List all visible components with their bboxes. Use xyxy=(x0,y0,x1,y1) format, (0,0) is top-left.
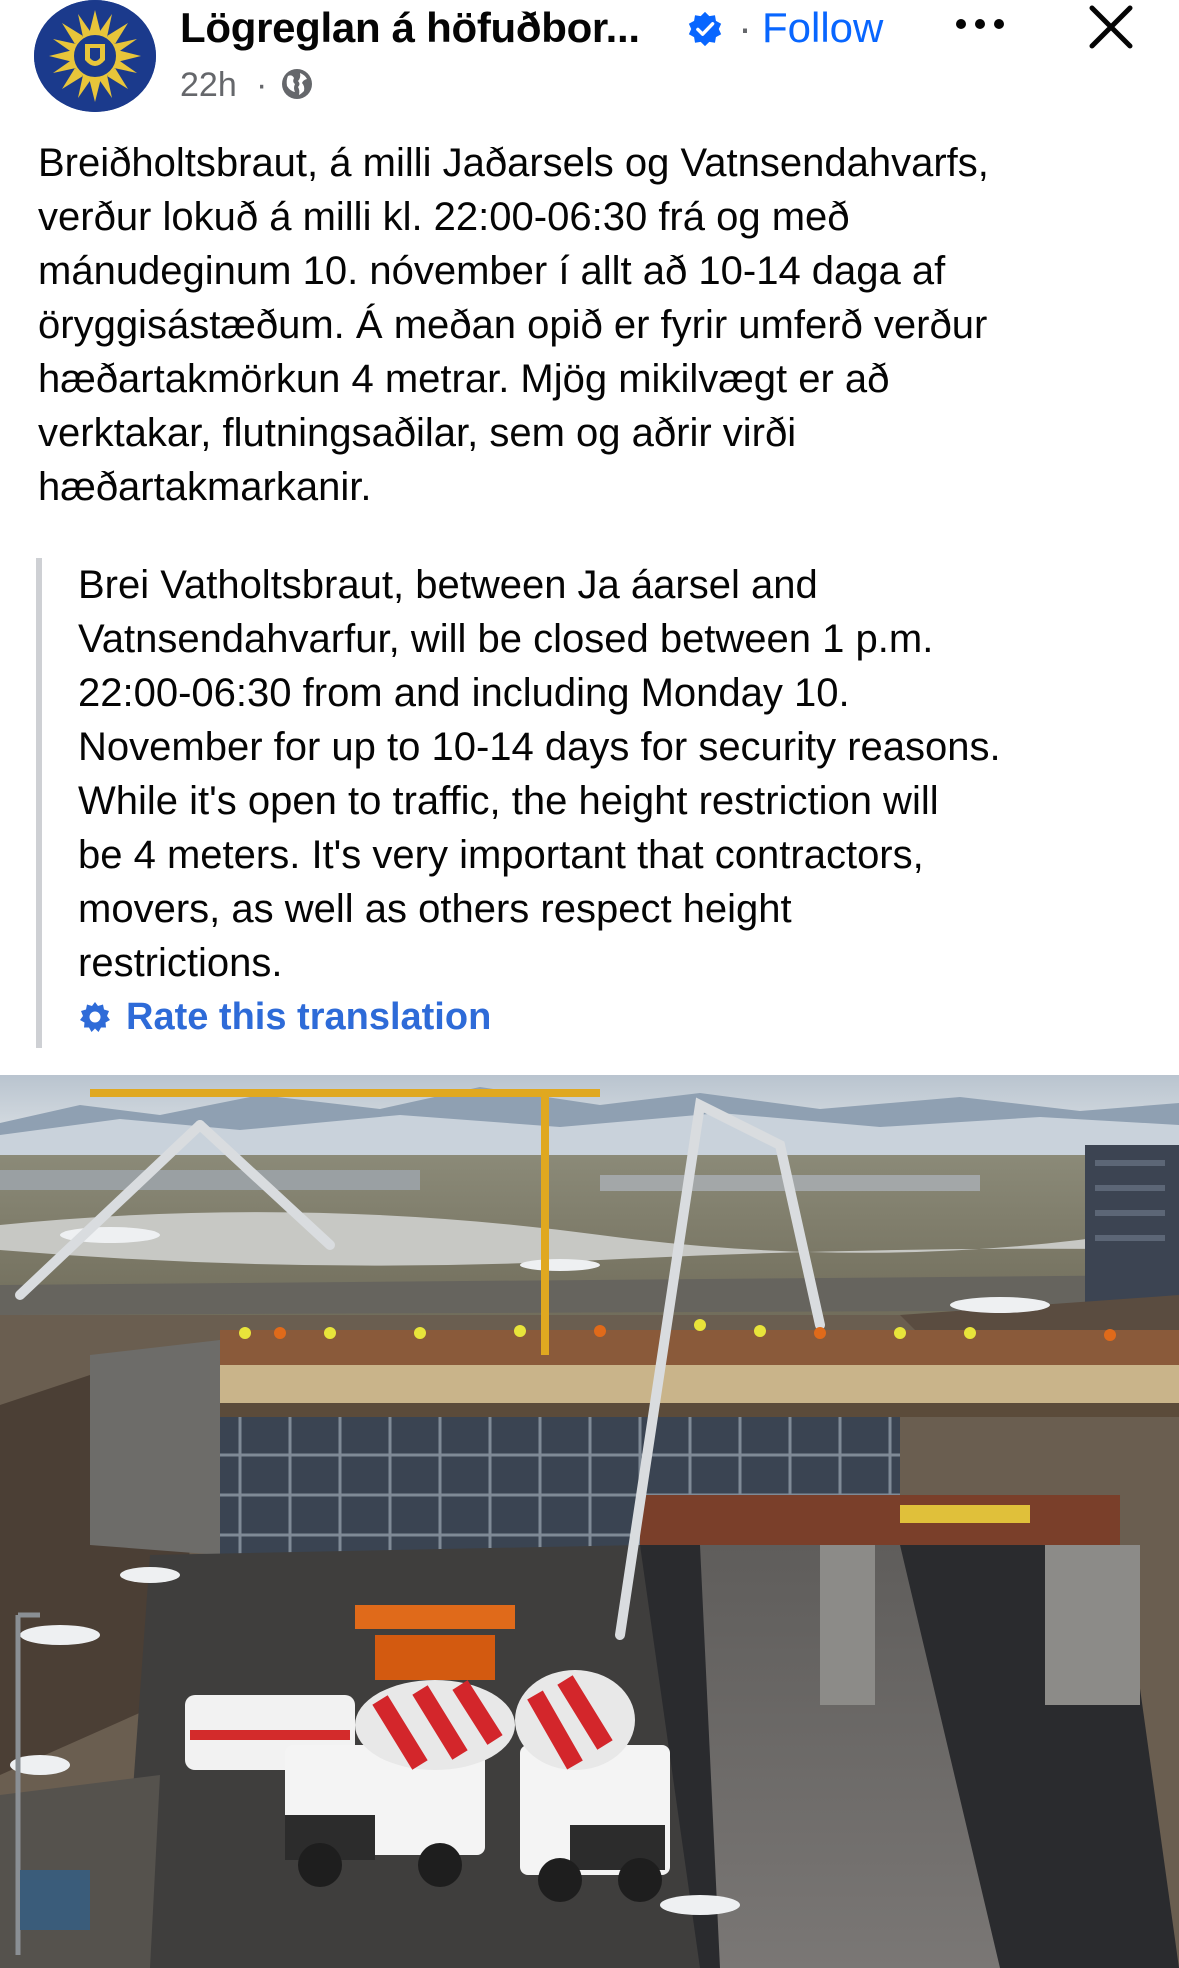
rate-translation-link[interactable] xyxy=(78,992,491,1042)
verified-badge-icon xyxy=(686,10,724,48)
globe-icon xyxy=(280,67,314,101)
page-avatar[interactable] xyxy=(34,0,156,112)
post-photo[interactable] xyxy=(0,1075,1179,1968)
construction-site-photo xyxy=(0,1075,1179,1968)
post-text: Breiðholtsbraut, á milli Jaðarsels og Vatnsendahvarfs, verður lokuð á milli kl. 22:00-06:30 frá og með mánudeginum 10. nóvember í allt að 10-14 daga af öryggisástæðum. Á meðan opið er fyrir umferð verður hæðartakmörkun 4 metrar. Mjög mikilvægt er að verktakar, flutningsaðilar, sem og aðrir virði hæðartakmarkanir. xyxy=(38,141,989,509)
header-separator: · xyxy=(738,4,752,51)
close-icon[interactable] xyxy=(1086,2,1136,52)
meta-separator: · xyxy=(256,66,268,104)
rate-translation-label: Rate this translation xyxy=(126,995,492,1038)
post-timestamp[interactable]: 22h xyxy=(180,66,237,104)
translation-text: Brei Vatholtsbraut, between Ja áarsel and Vatnsendahvarfur, will be closed between 1 p.m. 22:00-06:30 from and including Monday 10. November for up to 10-14 days for security reasons. While it's open to traffic, the height restriction will be 4 meters. It's very important that contractors, movers, as well as others respect height restrictions. xyxy=(78,563,1001,985)
settings-gear-icon xyxy=(78,1000,112,1034)
page-name[interactable]: Lögreglan á höfuðbor... xyxy=(180,4,640,51)
post-header xyxy=(0,0,1179,120)
police-emblem-icon xyxy=(34,0,156,112)
follow-button[interactable]: Follow xyxy=(762,4,884,51)
more-options-icon[interactable] xyxy=(953,12,1007,36)
translation-block xyxy=(36,558,1152,1048)
